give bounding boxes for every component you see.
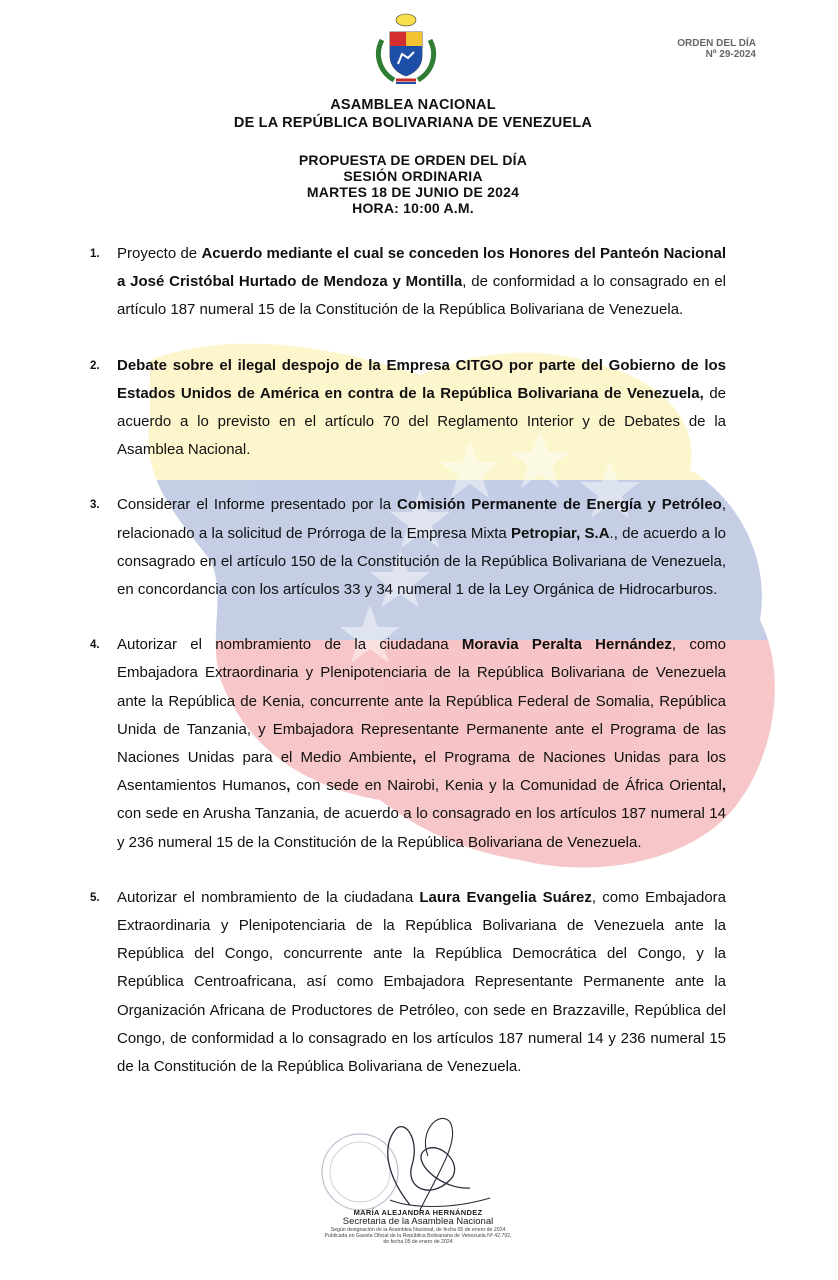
text-segment: de acuerdo a lo previsto en el artículo 70 del Reglamento Interior y de Debates de la Asamblea Nacional. bbox=[117, 384, 727, 459]
text-segment: Autorizar el nombramiento de la ciudadana bbox=[117, 636, 462, 654]
agenda-item-text bbox=[117, 889, 726, 1075]
agenda-item bbox=[90, 491, 726, 604]
text-segment-bold: Moravia Peralta Hernández bbox=[461, 636, 672, 654]
text-segment: Considerar el Informe presentado por la bbox=[117, 496, 397, 514]
session-date: MARTES 18 DE JUNIO DE 2024 bbox=[306, 184, 520, 200]
text-segment-bold: , bbox=[721, 777, 726, 795]
text-segment: Autorizar el nombramiento de la ciudadana bbox=[117, 888, 420, 906]
designation-note-1: Según designación de la Asamblea Nacional, de fecha 05 de enero de 2024 bbox=[330, 1227, 506, 1233]
text-segment: , de conformidad a lo consagrado en el artículo 187 numeral 15 de la Constitución de la República Bolivariana de Venezuela. bbox=[117, 273, 726, 319]
signature-and-seal bbox=[300, 1110, 540, 1220]
institution-line-2: DE LA REPÚBLICA BOLIVARIANA DE VENEZUELA bbox=[233, 115, 593, 131]
institution-line-1: ASAMBLEA NACIONAL bbox=[330, 97, 496, 113]
text-segment: Proyecto de bbox=[117, 245, 202, 262]
session-time: HORA: 10:00 A.M. bbox=[352, 200, 474, 216]
text-segment: , relacionado a la solicitud de Prórroga de la Empresa Mixta bbox=[117, 496, 726, 542]
text-segment-bold: Debate sobre el ilegal despojo de la Empresa CITGO por parte del Gobierno de los Estados Unidos de América en contra de la República Bolivariana de Venezuela, bbox=[117, 356, 726, 402]
agenda-item-text bbox=[117, 496, 726, 598]
signature-block bbox=[300, 1208, 536, 1245]
order-ref-label: ORDEN DEL DÍA bbox=[677, 38, 756, 49]
agenda-item-number: 3. bbox=[90, 499, 100, 512]
institution-heading bbox=[0, 96, 826, 132]
agenda-item-text bbox=[117, 357, 726, 459]
agenda-item-text bbox=[117, 636, 726, 850]
order-ref-number: Nº 29-2024 bbox=[705, 49, 756, 60]
text-segment-bold: Petropiar, S.A bbox=[511, 524, 610, 542]
text-segment: ., de acuerdo a lo consagrado en el artículo 150 de la Constitución de la República Bolivariana de Venezuela, en concordancia con los artículos 33 y 34 numeral 1 de la Ley Orgánica de Hidrocarburos. bbox=[117, 524, 726, 599]
text-segment: con sede en Nairobi, Kenia y la Comunidad de África Oriental bbox=[290, 777, 722, 795]
text-segment-bold: Laura Evangelia Suárez bbox=[419, 888, 592, 906]
agenda-item-number: 2. bbox=[90, 359, 100, 372]
agenda-item bbox=[90, 631, 726, 857]
text-segment: el Programa de Naciones Unidas para los Asentamientos Humanos bbox=[117, 749, 726, 795]
agenda-item-number: 4. bbox=[90, 639, 100, 652]
text-segment: con sede en Arusha Tanzania, de acuerdo a lo consagrado en los artículos 187 numeral 14 y 236 numeral 15 de la Constitución de la República Bolivariana de Venezuela. bbox=[117, 805, 726, 851]
document-title: PROPUESTA DE ORDEN DEL DÍA bbox=[298, 152, 528, 168]
coat-of-arms-emblem bbox=[372, 10, 440, 86]
agenda-item-number: 1. bbox=[90, 248, 100, 260]
agenda-item bbox=[90, 240, 726, 325]
order-reference bbox=[677, 38, 756, 60]
session-heading bbox=[0, 152, 826, 216]
text-segment: , como Embajadora Extraordinaria y Plenipotenciaria de la República Bolivariana de Venezuela ante la República del Congo, concurrente ante la República Democrática del Congo, y la República Centroafricana, así como Embajadora Representante Permanente ante la Organización Africana de Productores de Petróleo, con sede en Brazzaville, República del Congo, de conformidad a lo consagrado en los artículos 187 numeral 14 y 236 numeral 15 de la Constitución de la República Bolivariana de Venezuela. bbox=[117, 888, 727, 1076]
agenda-item-text bbox=[117, 245, 726, 318]
designation-note-2: Publicada en Gaceta Oficial de la República Bolivariana de Venezuela Nº 42.792, bbox=[324, 1233, 512, 1239]
agenda-item bbox=[90, 352, 726, 465]
text-segment-bold: , bbox=[286, 777, 291, 795]
signatory-title: Secretaria de la Asamblea Nacional bbox=[342, 1216, 494, 1227]
agenda-item-number: 5. bbox=[90, 891, 100, 904]
text-segment-bold: , bbox=[412, 749, 417, 767]
agenda-item bbox=[90, 884, 726, 1081]
agenda-list bbox=[90, 240, 726, 1108]
session-type: SESIÓN ORDINARIA bbox=[343, 168, 483, 184]
text-segment-bold: Comisión Permanente de Energía y Petróleo bbox=[397, 496, 722, 514]
designation-note-3: de fecha 05 de enero de 2024 bbox=[383, 1239, 453, 1245]
text-segment-bold: Acuerdo mediante el cual se conceden los Honores del Panteón Nacional a José Cristóbal Hurtado de Mendoza y Montilla bbox=[117, 245, 726, 291]
text-segment: , como Embajadora Extraordinaria y Plenipotenciaria de la República Bolivariana de Venezuela ante la República de Kenia, concurrente ante la República Federal de Somalia, República Unida de Tanzania, y Embajadora Representante Permanente ante el Programa de las Naciones Unidas para el Medio Ambiente bbox=[117, 636, 727, 767]
signatory-name: MARÍA ALEJANDRA HERNÁNDEZ bbox=[353, 1208, 483, 1217]
